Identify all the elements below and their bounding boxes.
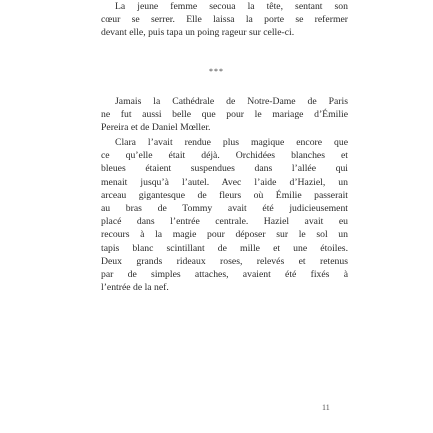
text-line: tapis blanc scintillant de mille et une étoiles. bbox=[101, 242, 348, 254]
text-line: menait jusqu’à l’autel. Avec l’aide d’Haziel, un bbox=[101, 176, 348, 188]
paragraph-2 bbox=[101, 136, 348, 294]
text-line: placé dans l’entrée centrale. Haziel avait eu bbox=[101, 216, 348, 228]
text-line: l’entrée de la nef. bbox=[101, 282, 169, 294]
text-line: bleues étaient suspendues dans l’allée qui bbox=[101, 163, 348, 175]
text-line: La jeune femme secoua la tête, sentant son bbox=[115, 1, 348, 12]
paragraph-top bbox=[101, 0, 348, 40]
text-line: arceau gigantesque de fleurs où Émilie passerait bbox=[101, 189, 348, 201]
text-line: Deux grands rideaux roses, relevés et retenus bbox=[101, 255, 348, 267]
text-line: Pereira et de Daniel Mœller. bbox=[101, 122, 211, 134]
text-line: recours à la magie pour déposer sur le sol un bbox=[101, 229, 348, 241]
text-line: par de simples attaches, avaient été fixés à bbox=[101, 269, 348, 281]
text-line: cœur se serrer. Elle laissa la porte se refermer bbox=[101, 14, 348, 26]
text-line: ne fut aussi belle que pour le mariage d’Émilie bbox=[101, 109, 348, 121]
text-line: Clara l’avait rendue plus magique encore que bbox=[115, 137, 348, 148]
text-line: devant elle, puis tapa un poing rageur sur celle-ci. bbox=[101, 27, 295, 39]
section-separator: *** bbox=[209, 67, 224, 76]
text-line: au bras de Tommy avait été judicieusement bbox=[101, 203, 348, 215]
text-line: ce qu’elle était déjà. Orchidées blanches et bbox=[101, 150, 348, 162]
paragraph-1 bbox=[101, 95, 348, 135]
text-line: Jamais la Cathédrale de Notre-Dame de Paris bbox=[115, 96, 348, 107]
page-number: 11 bbox=[322, 403, 330, 412]
